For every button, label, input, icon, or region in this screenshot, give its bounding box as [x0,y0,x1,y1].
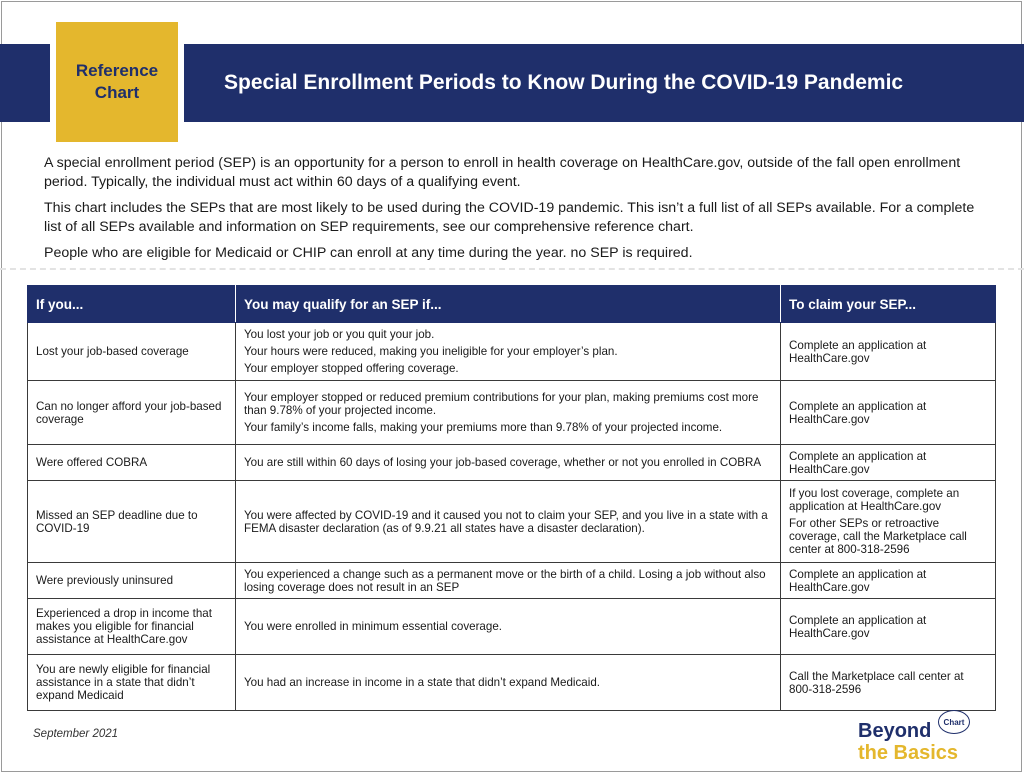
logo-bubble-text: Chart [943,717,965,727]
claim-line: Complete an application at HealthCare.gov [789,338,927,365]
cell-if: Were previously uninsured [28,563,236,599]
header-claim: To claim your SEP... [781,286,996,323]
cell-qualify [236,445,781,481]
claim-line: Complete an application at HealthCare.gov [789,613,927,640]
qualify-line: You had an increase in income in a state that didn’t expand Medicaid. [244,676,600,689]
cell-qualify [236,323,781,381]
qualify-line: Your hours were reduced, making you ineligible for your employer’s plan. [244,345,618,358]
cell-claim [781,445,996,481]
qualify-line: Your employer stopped offering coverage. [244,362,459,375]
qualify-line: Your employer stopped or reduced premium contributions for your plan, making premiums cost more than 9.78% of your projected income. [244,391,759,417]
cell-claim [781,655,996,711]
reference-chart-badge [56,22,178,142]
cell-if: Were offered COBRA [28,445,236,481]
cell-claim [781,599,996,655]
chart-bubble-icon [938,710,970,734]
cell-claim [781,481,996,563]
footer-date: September 2021 [33,728,119,740]
claim-line: Complete an application at HealthCare.gov [789,449,927,476]
logo-word-basics: the Basics [858,742,959,764]
claim-line: Complete an application at HealthCare.gov [789,399,927,426]
intro-paragraph-1: A special enrollment period (SEP) is an opportunity for a person to enroll in health coverage on HealthCare.gov, outside of the fall open enrollment period. Typically, the individual must act within 60 days of a qualifying event. [44,155,961,190]
cell-qualify [236,599,781,655]
claim-line: If you lost coverage, complete an application at HealthCare.gov [789,487,960,513]
header-if-you: If you... [28,286,236,323]
table-row [28,563,996,599]
table-row [28,445,996,481]
intro-paragraph-3: People who are eligible for Medicaid or CHIP can enroll at any time during the year. no SEP is required. [44,245,693,261]
cell-claim [781,563,996,599]
table-row [28,323,996,381]
qualify-line: You were enrolled in minimum essential coverage. [244,620,502,633]
qualify-line: You were affected by COVID-19 and it caused you not to claim your SEP, and you live in a state with a FEMA disaster declaration (as of 9.9.21 all states have a disaster declaration). [244,508,768,535]
badge-line2: Chart [94,83,140,102]
table-row [28,599,996,655]
badge-gap [178,44,184,122]
beyond-the-basics-logo [858,710,978,766]
table-row [28,381,996,445]
cell-if: Lost your job-based coverage [28,323,236,381]
cell-qualify [236,481,781,563]
banner-left-segment [0,44,50,122]
cell-qualify [236,381,781,445]
claim-line: For other SEPs or retroactive coverage, call the Marketplace call center at 800-318-2596 [789,517,967,556]
cell-if: Missed an SEP deadline due to COVID-19 [28,481,236,563]
sep-table [27,285,996,711]
qualify-line: You lost your job or you quit your job. [244,328,435,341]
cell-qualify [236,563,781,599]
section-divider [0,268,1024,270]
intro-paragraph-2: This chart includes the SEPs that are most likely to be used during the COVID-19 pandemic. This isn’t a full list of all SEPs available. For a complete list of all SEPs available and information on SEP requirements, see our comprehensive reference chart. [44,200,975,235]
qualify-line: You experienced a change such as a permanent move or the birth of a child. Losing a job without also losing coverage does not result in an SEP [244,567,766,594]
logo-word-beyond: Beyond [858,720,932,742]
cell-if: You are newly eligible for financial assistance in a state that didn’t expand Medicaid [28,655,236,711]
cell-if: Experienced a drop in income that makes you eligible for financial assistance at HealthCare.gov [28,599,236,655]
cell-if: Can no longer afford your job-based coverage [28,381,236,445]
cell-claim [781,323,996,381]
table-header-row [28,286,996,323]
qualify-line: You are still within 60 days of losing your job-based coverage, whether or not you enrolled in COBRA [244,456,762,469]
header-qualify: You may qualify for an SEP if... [236,286,781,323]
table-row [28,655,996,711]
page-title: Special Enrollment Periods to Know During the COVID-19 Pandemic [224,71,904,94]
intro-text [44,154,994,270]
qualify-line: Your family’s income falls, making your premiums more than 9.78% of your projected income. [244,421,723,434]
claim-line: Call the Marketplace call center at 800-318-2596 [789,669,964,696]
claim-line: Complete an application at HealthCare.gov [789,567,927,594]
table-row [28,481,996,563]
cell-claim [781,381,996,445]
cell-qualify [236,655,781,711]
badge-line1: Reference [75,61,159,80]
